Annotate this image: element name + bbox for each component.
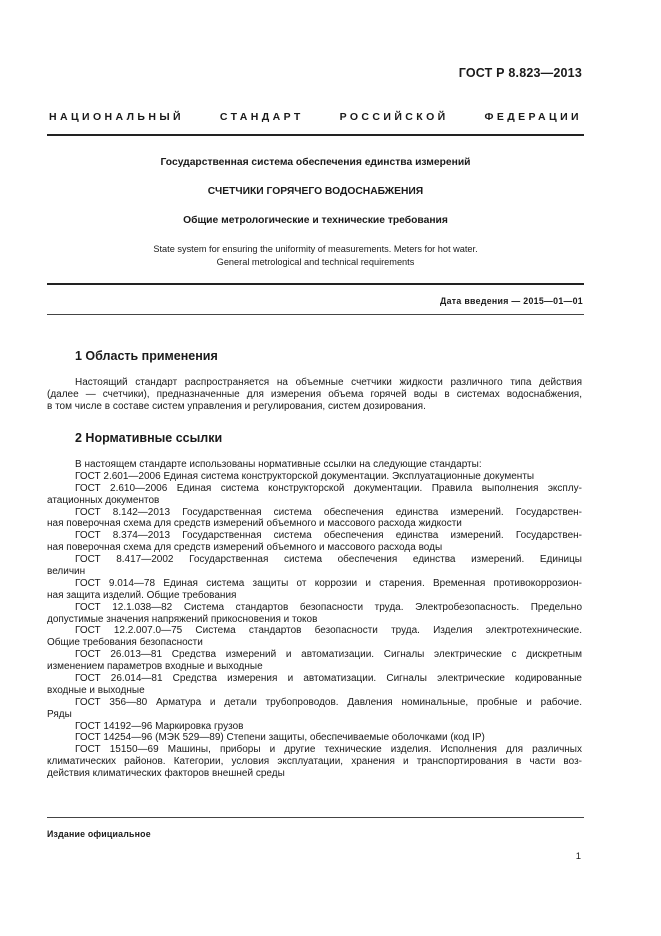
header-divider [47, 134, 584, 136]
reference-line: ГОСТ 8.142—2013 Государственная система обеспечения единства измерений. Государствен- [75, 506, 582, 518]
document-subtitle: Общие метрологические и технические требования [183, 215, 448, 226]
reference-line: действия климатических факторов внешней среды [47, 768, 285, 780]
section-1-line: в том числе в составе систем управления и регулирования, систем дозирования. [47, 400, 426, 412]
footer-divider [47, 817, 584, 818]
document-title: СЧЕТЧИКИ ГОРЯЧЕГО ВОДОСНАБЖЕНИЯ [207, 186, 424, 197]
system-title: Государственная система обеспечения единства измерений [160, 157, 471, 168]
reference-line: ГОСТ 12.1.038—82 Система стандартов безопасности труда. Электробезопасность. Предельно [75, 601, 582, 613]
national-standard-banner: НАЦИОНАЛЬНЫЙ СТАНДАРТ РОССИЙСКОЙ ФЕДЕРАЦИИ [49, 111, 582, 123]
reference-line: ГОСТ 9.014—78 Единая система защиты от коррозии и старения. Временная противокоррозион- [75, 577, 582, 589]
reference-line: ГОСТ 14192—96 Маркировка грузов [75, 720, 244, 732]
reference-line: ГОСТ 8.417—2002 Государственная система обеспечения единства измерений. Единицы [75, 554, 582, 566]
date-divider [47, 314, 584, 315]
section-2-heading: 2 Нормативные ссылки [75, 431, 223, 445]
section-1-heading: 1 Область применения [75, 349, 218, 363]
english-title-line-2: General metrological and technical requirements [216, 257, 415, 267]
reference-line: изменением параметров входные и выходные [47, 661, 263, 673]
reference-line: ГОСТ 2.601—2006 Единая система конструкторской документации. Эксплуатационные документы [75, 470, 535, 482]
english-title [47, 243, 584, 269]
section-1-line: Настоящий стандарт распространяется на объемные счетчики жидкости различного типа действия [75, 377, 582, 388]
normative-references-list [47, 459, 582, 780]
reference-line: ГОСТ 14254—96 (МЭК 529—89) Степени защиты, обеспечиваемые оболочками (код IP) [75, 732, 485, 744]
section-1-line: (далее — счетчики), предназначенные для измерения объема горячей воды в системах водоснабжения, [47, 388, 582, 400]
reference-line: допустимые значения напряжений прикосновения и токов [47, 613, 318, 625]
reference-line: ГОСТ 8.374—2013 Государственная система обеспечения единства измерений. Государствен- [75, 530, 582, 542]
section-1-text [47, 377, 582, 413]
reference-line: ГОСТ 26.013—81 Средства измерений и автоматизации. Сигналы электрические с дискретным [75, 649, 582, 661]
reference-line: В настоящем стандарте использованы нормативные ссылки на следующие стандарты: [75, 459, 482, 470]
title-divider [47, 283, 584, 285]
reference-line: Ряды [47, 708, 72, 720]
page-number: 1 [575, 851, 581, 862]
english-title-line-1: State system for ensuring the uniformity of measurements. Meters for hot water. [153, 244, 478, 254]
introduction-date: Дата введения — 2015—01—01 [440, 296, 583, 306]
reference-line: ГОСТ 2.610—2006 Единая система конструкторской документации. Правила выполнения эксплу- [75, 482, 582, 494]
reference-line: ГОСТ 15150—69 Машины, приборы и другие технические изделия. Исполнения для различных [75, 744, 582, 756]
reference-line: ная защита изделий. Общие требования [47, 589, 237, 601]
reference-line: ГОСТ 26.014—81 Средства измерения и автоматизации. Сигналы электрические кодированные [75, 673, 582, 685]
reference-line: величин [47, 566, 86, 578]
reference-line: ная поверочная схема для средств измерений объемного и массового расхода жидкости [47, 518, 462, 530]
document-code: ГОСТ Р 8.823—2013 [458, 66, 582, 80]
reference-line: ГОСТ 356—80 Арматура и детали трубопроводов. Давления номинальные, пробные и рабочие. [75, 696, 582, 708]
reference-line: ГОСТ 12.2.007.0—75 Система стандартов безопасности труда. Изделия электротехнические. [75, 625, 582, 637]
reference-line: Общие требования безопасности [47, 637, 203, 649]
reference-line: входные и выходные [47, 684, 145, 696]
reference-line: атационных документов [47, 494, 160, 506]
reference-line: климатических районов. Категории, условия эксплуатации, хранения и транспортирования в части воз- [47, 756, 582, 768]
reference-line: ная поверочная схема для средств измерений объемного и массового расхода воды [47, 542, 443, 554]
official-edition-label: Издание официальное [47, 829, 151, 839]
